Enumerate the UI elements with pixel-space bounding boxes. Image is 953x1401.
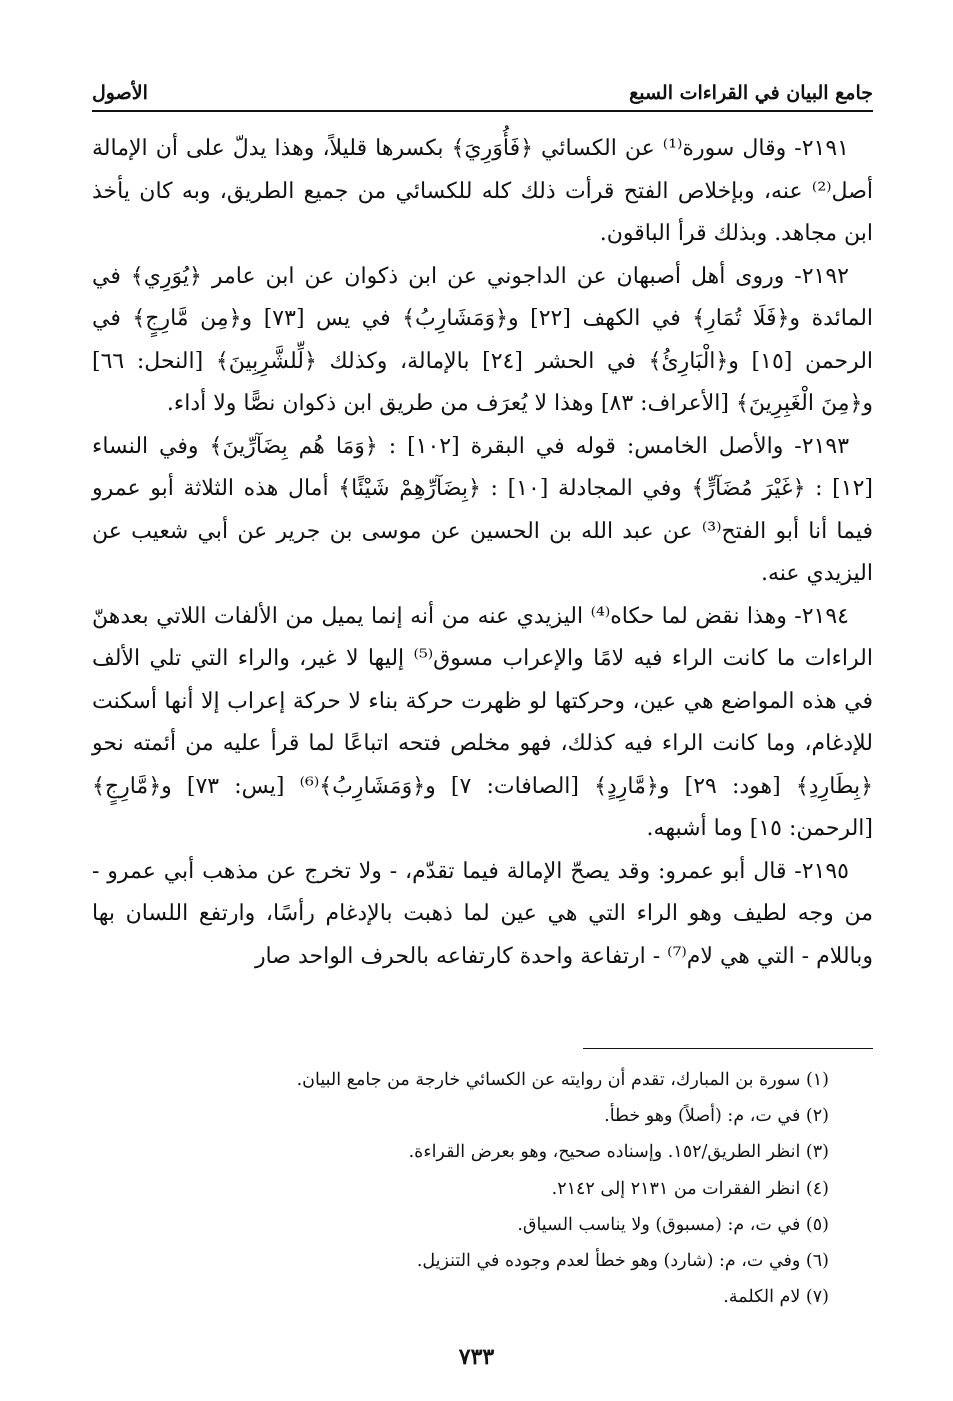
footnote-2: (٢) في ت، م: (أصلاً) وهو خطأ. [604,1106,829,1127]
header-section-title: الأصول [92,82,148,104]
paragraph-2195: ٢١٩٥- قال أبو عمرو: وقد يصحّ الإمالة فيما تقدّم، - ولا تخرج عن مذهب أبي عمرو - من وجه لطيف وهو الراء التي هي عين لما ذهبت بالإدغام رأسًا، وارتفع اللسان بها وباللام - التي هي لام⁽⁷⁾ - ارتفاعة واحدة كارتفاعه بالحرف الواحد صار [92,858,873,969]
running-header [92,70,873,104]
paragraph-2191: ٢١٩١- وقال سورة⁽¹⁾ عن الكسائي ﴿فَأُوَرِيَ﴾ بكسرها قليلاً، وهذا يدلّ على أن الإمالة أصل⁽²⁾ عنه، وبإخلاص الفتح قرأت ذلك كله للكسائي من جميع الطريق، وبه كان يأخذ ابن مجاهد. وبذلك قرأ الباقون. [92,136,873,246]
header-rule [92,110,873,112]
header-book-title: جامع البيان في القراءات السبع [629,82,873,104]
footnote-5: (٥) في ت، م: (مسبوق) ولا يناسب السياق. [517,1214,829,1235]
footnote-7: (٧) لام الكلمة. [723,1287,829,1308]
paragraph-2194: ٢١٩٤- وهذا نقض لما حكاه⁽⁴⁾ اليزيدي عنه من أنه إنما يميل من الألفات اللاتي بعدهنّ الراءات ما كانت الراء فيه لامًا والإعراب مسوق⁽⁵⁾ إليها لا غير، والراء التي تلي الألف في هذه المواضع هي عين، وحركتها لو ظهرت حركة بناء لا حركة إعراب إلا أنها أسكنت للإدغام، وما كانت الراء فيه كذلك، فهو مخلص فتحه اتباعًا لما قرأ عليه من أئمته نحو ﴿بِطَارِدِ﴾ [هود: ٢٩] و﴿مَّارِدٍ﴾ [الصافات: ٧] و﴿وَمَشَارِبُ﴾⁽⁶⁾ [يس: ٧٣] و﴿مَّارِجٍ﴾ [الرحمن: ١٥] وما أشبهه. [92,603,873,841]
main-text [92,128,873,978]
paragraph-2193: ٢١٩٣- والأصل الخامس: قوله في البقرة [١٠٢] : ﴿وَمَا هُم بِضَآرِّينَ﴾ وفي النساء [١٢] : ﴿غَيْرَ مُضَآرٍّ﴾ وفي المجادلة [١٠] : ﴿بِضَآرِّهِمْ شَيْئًا﴾ أمال هذه الثلاثة أبو عمرو فيما أنا أبو الفتح⁽³⁾ عن عبد الله بن الحسين عن موسى بن جرير عن أبي شعيب عن اليزيدي عنه. [92,433,873,586]
paragraph-2192: ٢١٩٢- وروى أهل أصبهان عن الداجوني عن ابن ذكوان عن ابن عامر ﴿يُوَرِي﴾ في المائدة و﴿فَلَا تُمَارِ﴾ في الكهف [٢٢] و﴿وَمَشَارِبُ﴾ في يس [٧٣] و﴿مِن مَّارِجٍ﴾ في الرحمن [١٥] و﴿الْبَارِئُ﴾ في الحشر [٢٤] بالإمالة، وكذلك ﴿لِّلشَّرِبِينَ﴾ [النحل: ٦٦] و﴿مِنَ الْغَبِرِينَ﴾ [الأعراف: ٨٣] وهذا لا يُعرَف من طريق ابن ذكوان نصًّا ولا أداء. [92,263,874,416]
footnote-1: (١) سورة بن المبارك، تقدم أن روايته عن الكسائي خارجة من جامع البيان. [296,1070,829,1090]
footnote-rule [583,1048,873,1049]
footnotes [92,1062,829,1315]
footnote-3: (٣) انظر الطريق/١٥٢. وإسناده صحيح، وهو بعرض القراءة. [408,1142,829,1163]
footnote-4: (٤) انظر الفقرات من ٢١٣١ إلى ٢١٤٢. [551,1178,829,1199]
page-number: ٧٣٣ [458,1344,495,1370]
footnote-6: (٦) وفي ت، م: (شارد) وهو خطأ لعدم وجوده في التنزيل. [416,1251,829,1272]
